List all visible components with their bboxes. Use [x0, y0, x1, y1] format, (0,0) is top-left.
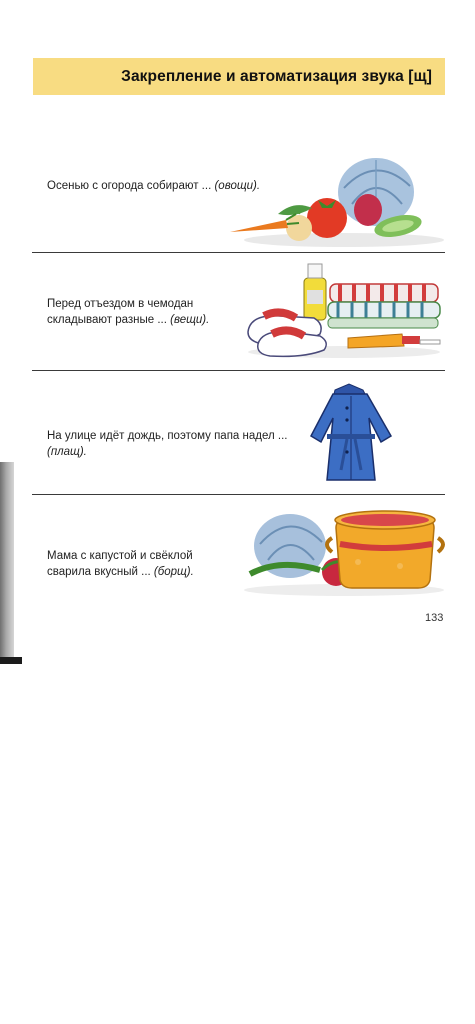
riddle-2-line-1: Перед отъездом в чемодан [47, 298, 194, 310]
page-number: 133 [425, 612, 444, 624]
riddle-2-line-2: складывают разные ... [47, 314, 171, 326]
vegetables-picture-icon [226, 148, 444, 250]
riddle-1-answer: (овощи). [214, 180, 261, 192]
borscht-pot-picture-icon [240, 500, 446, 598]
raincoat-picture-icon [303, 378, 399, 486]
riddle-4-line-1: Мама с капустой и свёклой [47, 550, 193, 562]
scan-edge-mark [0, 657, 22, 664]
riddle-4-answer: (борщ). [153, 566, 194, 578]
riddle-4 [47, 548, 194, 580]
page-title: Закрепление и автоматизация звука [щ] [121, 67, 432, 85]
riddle-3-answer: (плащ). [47, 446, 87, 458]
divider-2 [32, 370, 445, 371]
riddle-3 [47, 428, 287, 460]
riddle-2-answer: (вещи). [170, 314, 210, 326]
divider-3 [32, 494, 445, 495]
scan-edge [0, 462, 14, 660]
riddle-4-line-2: сварила вкусный ... [47, 566, 154, 578]
clothes-picture-icon [244, 260, 444, 360]
title-bar [33, 58, 445, 95]
divider-1 [32, 252, 445, 253]
riddle-1-text: Осенью с огорода собирают ... [47, 180, 215, 192]
riddle-3-line-1: На улице идёт дождь, поэтому папа надел ... [47, 430, 288, 442]
riddle-2 [47, 296, 209, 328]
